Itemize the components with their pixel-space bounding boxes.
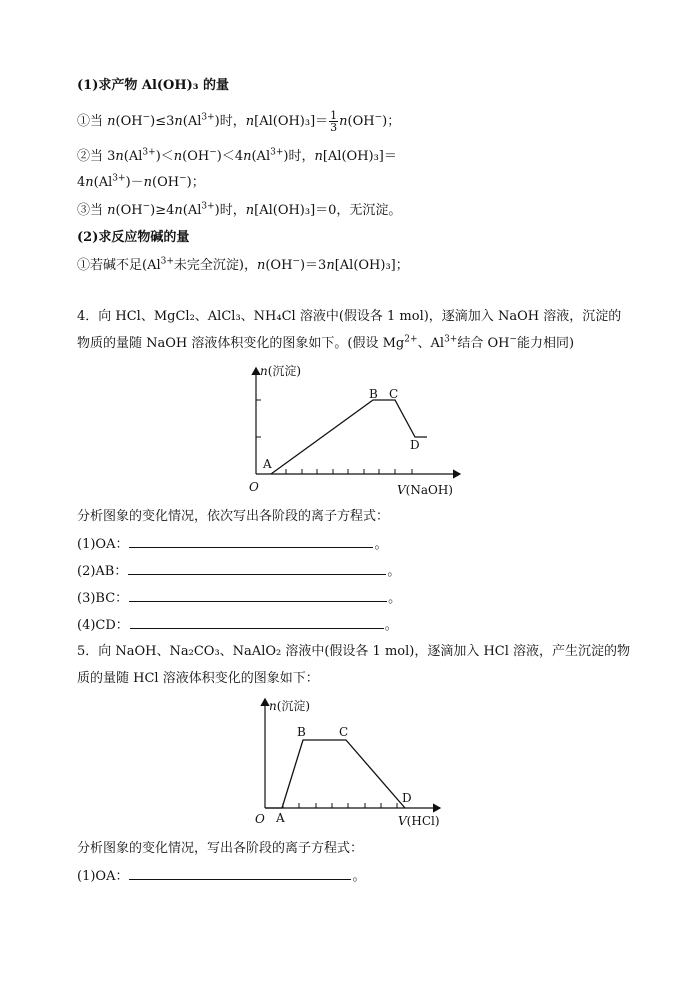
point-a-label: A xyxy=(263,457,272,471)
point-a-label: A xyxy=(276,811,285,825)
graph-q5 xyxy=(255,695,455,835)
blank-line[interactable] xyxy=(129,589,387,602)
answer-blank-ab: (2)AB： 。 xyxy=(77,564,401,579)
point-c-label: C xyxy=(389,387,399,401)
y-ticks xyxy=(256,400,261,437)
curve xyxy=(265,740,405,808)
rule-2: ②当 $3n(Al^{3+})<n(OH^-)<4n(Al^{3+})$时，n[Al(OH)₃]＝ xyxy=(77,147,397,164)
origin-label: O xyxy=(255,812,265,826)
curve xyxy=(271,400,427,474)
point-b-label: B xyxy=(369,387,378,401)
answer-blank-bc: (3)BC： 。 xyxy=(77,591,402,606)
point-d-label: D xyxy=(402,791,412,805)
question-4-prompt: 分析图象的变化情况，依次写出各阶段的离子方程式： xyxy=(77,509,390,524)
rule-3: ③当 $n(OH^-)\ge 4n(Al^{3+})$时，n[Al(OH)₃]＝0，无沉淀。 xyxy=(77,201,402,218)
blank-line[interactable] xyxy=(129,535,373,548)
point-c-label: C xyxy=(339,725,349,739)
answer-blank-oa: (1)OA： 。 xyxy=(77,537,388,552)
section-title-product: (1)求产物 Al(OH)₃ 的量 xyxy=(77,78,230,93)
point-d-label: D xyxy=(410,438,420,452)
x-label: V(NaOH) xyxy=(397,483,453,497)
rule-4: ①若碱不足($Al^{3+}$未完全沉淀)，n(OH−)＝3n[Al(OH)₃]； xyxy=(77,256,409,273)
question-5-text-line1: 5．向 NaOH、Na₂CO₃、NaAlO₂ 溶液中(假设各 1 mol)，逐滴加入 HCl 溶液，产生沉淀的物 xyxy=(77,644,631,659)
answer-blank-cd: (4)CD： 。 xyxy=(77,618,398,633)
fraction-one-third: $\frac{1}{3}$ xyxy=(330,109,338,134)
blank-line[interactable] xyxy=(130,616,384,629)
blank-line[interactable] xyxy=(128,562,386,575)
rule-1: ①当 $n(OH^-)\le 3n(Al^{3+})$时，n[Al(OH)₃]＝ $\frac{1}{3}$ n(OH−)； xyxy=(77,109,401,134)
origin-label: O xyxy=(249,480,259,494)
question-5-text-line2: 质的量随 HCl 溶液体积变化的图象如下： xyxy=(77,671,319,686)
blank-line[interactable] xyxy=(129,867,351,880)
answer-blank-q5-oa: (1)OA： 。 xyxy=(77,869,366,884)
section-title-base: (2)求反应物碱的量 xyxy=(77,230,190,245)
y-label: n(沉淀) xyxy=(260,364,302,378)
question-4-text-line2: 物质的量随 NaOH 溶液体积变化的图象如下。(假设 $Mg^{2+}$、$Al^{3+}$结合 OH−能力相同) xyxy=(77,334,575,351)
y-label: n(沉淀) xyxy=(269,699,311,713)
x-ticks xyxy=(283,803,397,808)
rule-2-continued: $4n(Al^{3+})-n(OH^-)$； xyxy=(77,173,205,190)
x-ticks xyxy=(286,469,412,474)
graph-q4 xyxy=(240,360,470,500)
point-b-label: B xyxy=(297,725,306,739)
question-4-text-line1: 4．向 HCl、MgCl₂、AlCl₃、NH₄Cl 溶液中(假设各 1 mol)，逐滴加入 NaOH 溶液，沉淀的 xyxy=(77,309,622,324)
question-5-prompt: 分析图象的变化情况，写出各阶段的离子方程式： xyxy=(77,841,364,856)
x-label: V(HCl) xyxy=(398,814,440,828)
